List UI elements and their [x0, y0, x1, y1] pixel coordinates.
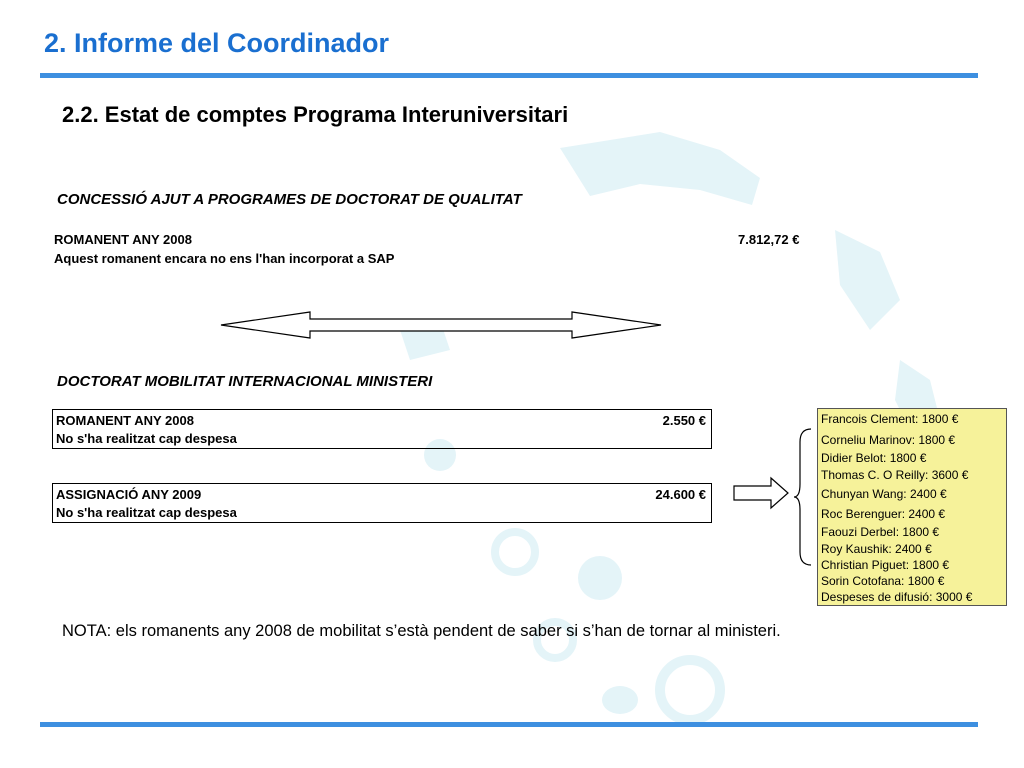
qualitat-heading: CONCESSIÓ AJUT A PROGRAMES DE DOCTORAT DE QUALITAT	[57, 191, 522, 208]
romanent-box	[52, 409, 712, 449]
list-item: Sorin Cotofana: 1800 €	[821, 574, 945, 588]
assignacio-amount: 24.600 €	[655, 487, 706, 502]
qualitat-romanent-note: Aquest romanent encara no ens l'han incorporat a SAP	[54, 251, 395, 266]
list-item: Christian Piguet: 1800 €	[821, 558, 950, 572]
footnote: NOTA: els romanents any 2008 de mobilitat s’està pendent de saber si s’han de tornar al ministeri.	[62, 622, 781, 640]
assignacio-box	[52, 483, 712, 523]
assignacio-note: No s'ha realitzat cap despesa	[56, 505, 237, 520]
list-item: Thomas C. O Reilly: 3600 €	[821, 468, 969, 482]
mobilitat-heading: DOCTORAT MOBILITAT INTERNACIONAL MINISTERI	[57, 373, 433, 390]
double-arrow-icon	[220, 310, 662, 340]
list-item: Roc Berenguer: 2400 €	[821, 507, 946, 521]
footer-divider	[40, 722, 978, 727]
page-title: 2. Informe del Coordinador	[44, 28, 390, 58]
list-item: Francois Clement: 1800 €	[821, 412, 959, 426]
romanent-amount: 2.550 €	[662, 413, 706, 428]
romanent-note: No s'ha realitzat cap despesa	[56, 431, 237, 446]
list-item: Roy Kaushik: 2400 €	[821, 542, 932, 556]
curly-brace-icon	[793, 428, 813, 566]
list-item: Chunyan Wang: 2400 €	[821, 487, 947, 501]
qualitat-romanent-label: ROMANENT ANY 2008	[54, 232, 192, 247]
list-item: Faouzi Derbel: 1800 €	[821, 525, 940, 539]
romanent-label: ROMANENT ANY 2008	[56, 413, 194, 428]
right-arrow-icon	[733, 477, 789, 509]
list-item: Despeses de difusió: 3000 €	[821, 590, 973, 604]
assignacio-label: ASSIGNACIÓ ANY 2009	[56, 487, 202, 502]
page-subtitle: 2.2. Estat de comptes Programa Interuniversitari	[62, 102, 569, 127]
title-divider	[40, 73, 978, 78]
list-item: Didier Belot: 1800 €	[821, 451, 927, 465]
beneficiaries-box	[817, 408, 1007, 606]
list-item: Corneliu Marinov: 1800 €	[821, 433, 956, 447]
qualitat-romanent-amount: 7.812,72 €	[738, 232, 800, 247]
